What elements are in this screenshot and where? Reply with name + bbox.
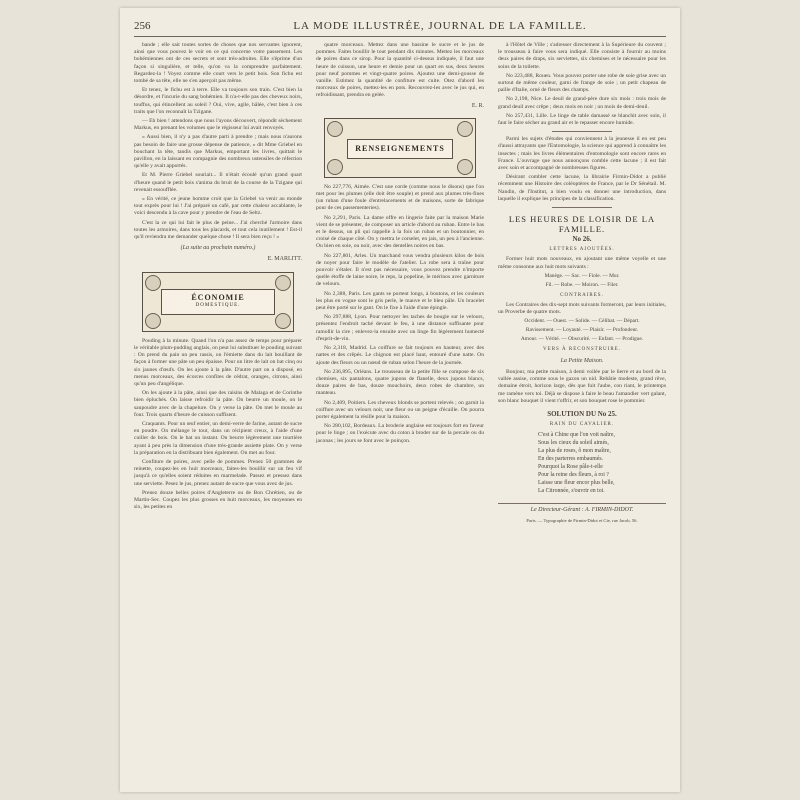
word-list: Manège. — Sac. — Fiole. — Mur.	[544, 272, 620, 279]
ornament-icon	[327, 121, 343, 137]
paragraph: Prenez douze belles poires d'Angleterre ou de Bon Chrétien, ou de Martin-Sec. Coupez les plus grosses en huit morceaux, les moyennes en six, les petites en	[134, 489, 302, 511]
ornament-icon	[457, 121, 473, 137]
paragraph: No 280,102, Bordeaux. La broderie anglaise est toujours fort en faveur pour le linge ; on l'exécute avec du coton à broder sur de la percale ou du jaconas ; les jours se font avec le poinçon.	[316, 423, 484, 444]
poem-line: C'est à Chine que l'on voit naître,	[538, 432, 615, 439]
poem-line: La Citronnée, s'ouvrir en toi.	[538, 488, 605, 495]
word-list: Ravissement. — Loyauté. — Plaisir. — Profondeur.	[525, 327, 639, 334]
paragraph: Les Contraires des dix-sept mots suivants formeront, par leurs initiales, un Proverbe de quatre mots.	[498, 302, 666, 316]
paragraph: à l'Hôtel de Ville ; s'adresser directement à la Supérieure du couvent ; le trousseau à faire vous sera indiqué. Elle consiste à fournir au moins deux paires de draps, six serviettes, six chemises et le nécessaire pour les soins de la toilette.	[498, 42, 666, 70]
paragraph: No 227,776, Aimée. C'est une corde (comme nous le disons) que l'on met pour les plumes (elle doit être souple) et prend aux plumes très-fines (un ruban d'une foule d'entrelacements et de maisons, sorte de fabrique pour de ces passementeries).	[316, 183, 484, 212]
printer-imprint: Paris. — Typographie de Firmin-Didot et Cie, rue Jacob, 56.	[526, 517, 638, 523]
ornament-icon	[145, 275, 161, 291]
director-credit: Le Directeur-Gérant : A. FIRMIN-DIDOT.	[498, 503, 666, 514]
paragraph: No 2,318, Madrid. La coiffure se fait toujours en hauteur, avec des nattes et des crêpés. Le chignon est placé haut, entouré d'une natte. On ajoute des fleurs ou un nœud de ruban selon l'heure de la journée.	[316, 345, 484, 366]
paragraph: No 2,291, Paris. La dame offre en lingerie faite par la maison Marie vient de se présenter, de composer un article d'abord au ruban. Entre le bas et le dessus, un pli qui rappelle à la fois un ruban et un boutonnier, en croisé de chaque côté. On y mettra le corselet, en jais, un peu à l'ancienne. Ou bien en soie, ou noir, avec des dentelles noires en bas.	[316, 214, 484, 250]
divider	[552, 207, 612, 208]
word-list: Fil. — Robe. — Moiron. — Filer.	[545, 281, 619, 288]
paragraph: Craquants. Pour un œuf entier, un demi-verre de farine, autant de sucre en poudre. On mélange le tout, dans un récipient creux, à l'aide d'une cuiller de bois. On le bat un instant. On beurre légèrement une tourtière ayant à peu près la dimension d'une très-grande assiette plate. On y verse la préparation en la distribuant bien également. On met au four.	[134, 420, 302, 456]
paragraph: No 2,388, Paris. Les gants se portent longs, à boutons, et les couleurs les plus en vogue sont le gris perle, le mauve et le bleu pâle. Un bracelet peut être porté sur le gant. On le fixe à l'aide d'une épingle.	[316, 290, 484, 312]
section-heading: CONTRAIRES.	[560, 292, 604, 298]
banner-plaque	[347, 139, 453, 159]
column-2	[316, 42, 484, 784]
paragraph: Et tenez, le fichu est à terre. Elle va toujours son train. C'est bien la désordre, et l'incurie du sang bohémien. Il n'a-t-elle pas des cheveux noirs, touffus, qui étincellent au soleil ? Oui, vive, agile, hâlée, c'est bien à ces traits que l'on reconnaît la Tzigane.	[134, 87, 302, 115]
paragraph: On les ajoute à la pâte, ainsi que des raisins de Malaga et de Corinthe bien épluchés. On laisse refroidir la pâte. On beurre un moule, on le saupoudre avec de la chapelure. On y verse la pâte. On met le moule au four. Trois quarts d'heure de cuisson suffisent.	[134, 390, 302, 418]
poem-line: Pour la reine des fleurs, à roi ?	[538, 472, 609, 479]
paragraph: No 257,431, Lille. Le linge de table damassé se blanchit avec soin, il faut le faire sécher au grand air et le repasser encore humide.	[498, 112, 666, 127]
banner-title: RENSEIGNEMENTS	[355, 144, 445, 154]
poem-line: Sous les cieux du soleil aimés,	[538, 440, 609, 447]
section-subtitle: La Petite Maison.	[560, 357, 604, 364]
divider	[552, 131, 612, 132]
paragraph: No 2,409, Poitiers. Les cheveux blonds se portent relevés ; on garnit la coiffure avec un velours noir, une fleur ou un peigne d'écaille. On pourra porter également la résille pour la maison.	[316, 399, 484, 420]
page-header	[134, 20, 666, 37]
heures-title: LES HEURES DE LOISIR DE LA FAMILLE.	[508, 214, 656, 235]
paragraph: C'est la ce qui lui fait le plus de peine... J'ai cherché l'armoire dans toutes les armoires, dans tous les placards, et tout cela inutilement ! Est-il qu'il reviendra me demander quelque chose ! Il sera bien reçu ! »	[134, 219, 302, 241]
paragraph: No 2,198, Nice. Le deuil de grand-père dure six mois : trois mois de grand deuil avec crêpe ; deux mois en noir ; un mois de demi-deuil.	[498, 96, 666, 110]
poem	[498, 431, 666, 495]
heures-number: No 26.	[572, 235, 592, 244]
paragraph: bande ; elle sait toutes sortes de choses que nos servantes ignorent, ainsi que vous pouvez le voir en ce qui concerne votre passement. Les bohémiennes ont de ces secrets et sont très-adroites. Elle s'éprime d'un façon si singulière, et telle, qu'on va la comprendre parfaitement. Regardez-la ! Voyez comme elle court vers le petit bois. Son fichu est tombé de sa tête, elle ne s'en aperçoit pas même.	[134, 42, 302, 85]
paragraph: Parmi les sujets d'études qui conviennent à la jeunesse il en est peu d'aussi attrayants que l'Entomologie, la science qui apprend à connaître les insectes ; mais les livres élémentaires d'entomologie sont encore rares en France. L'ouvrage que nous annonçons comble cette lacune ; il est fait avec soin et accompagné de nombreuses figures.	[498, 136, 666, 172]
ornament-icon	[145, 313, 161, 329]
poem-line: La plus de roses, ô mon maître,	[538, 448, 611, 455]
paragraph: Bonjour, ma petite maison, à demi voilée par le lierre et au bord de la vallée assise, comme sous le gazon un nid. Rebâtie modeste, grand rêve, domaine étroit, horizon large, dès que fuit l'aube, con riant, le printemps me ramène vers toi. Déjà se dispose à faire le beau l'amandier vert galant, son blanc bouquet il vient t'offrir, et son bouquet rose le pommier.	[498, 368, 666, 404]
paragraph: « En vérité, ce jeune homme croit que la Griebel va venir au monde tout exprès pour lui ! J'ai préparé un café, par cette chaleur accablante, le voici descendu à la cave pour y prendre de l'eau de Seltz.	[134, 196, 302, 217]
word-list: Occident. — Ouest. — Solide. — Célibat. — Départ.	[524, 318, 640, 325]
paragraph: « Aussi bien, il n'y a pas d'autre parti à prendre ; mais nous n'aurons pas besoin de faire une grosse dépense de patience, » dit Mme Griebel en bouchant la tête, tandis que Markus, emportant les livres, quittait le pavillon, en la laissant en compagnie des nombreux ustensiles de réfection qu'elle y avait apportés.	[134, 134, 302, 170]
ornament-icon	[275, 275, 291, 291]
paragraph: Former huit mots nouveaux, en ajoutant une même voyelle et une même consonne aux huit mots suivants :	[498, 256, 666, 270]
word-list: Amour. — Vérité. — Obscurité. — Enfant. — Prodigue.	[520, 336, 644, 343]
paragraph: quatre morceaux. Mettez dans une bassine le sucre et le jus de pommes. Faites bouillir le tout pendant dix minutes. Mettez les morceaux de poires dans ce sirop. Pour la quantité ci-dessus indiquée, il faut une heure de cuisson, une heure et demie pour un quart en sus, deux heures pour neuf pommes et vingt-quatre poires. Ajoutez une demi-gousse de vanille. Estimez la quantité de confiture est cuite. Otez d'abord les morceaux de poires, mettez-les en pots. Recouvrez-les avec le jus qui, en refroidissant, prendra en gelée.	[316, 42, 484, 99]
paragraph: No 297,888, Lyon. Pour nettoyer les taches de bougie sur le velours, présentez l'endroit taché devant le feu, à une distance suffisante pour ramollir la cire ; enlevez-la ensuite avec un linge fin légèrement humecté d'esprit-de-vin.	[316, 314, 484, 342]
column-3	[498, 42, 666, 784]
paragraph: No 227,801, Arles. Un marchand vous vendra plusieurs kilos de bois de noyer pour faire le modèle de l'atelier. La robe sera à traîne pour pouvoir s'étaler. Il n'est pas nécessaire, vous pouvez prendre n'importe quelle étoffe de laine noire, le reps, la popeline, le mérinos avec garniture de velours.	[316, 252, 484, 288]
paragraph: Pouding à la minute. Quand l'on n'a pas assez de temps pour préparer le véritable plum-pudding anglais, on peut lui substituer le pouding suivant : On prend du pain un peu rassis, on l'émiette dans du lait bouillant de façon à former une pâte un peu épaisse. Pour un litre de lait on bat cinq ou six jaunes d'œufs. On les ajoute à la pâte. D'autre part on a disposé, en menus morceaux, des écorces confites de cédrat, oranges, citrons, ainsi qu'un peu d'angélique.	[134, 337, 302, 387]
banner-plaque	[161, 289, 275, 315]
journal-title: LA MODE ILLUSTRÉE, JOURNAL DE LA FAMILLE.	[293, 20, 587, 32]
journal-page	[120, 8, 680, 792]
banner-subtitle: DOMESTIQUE.	[195, 302, 241, 308]
ornament-icon	[457, 159, 473, 175]
continued-note: (La suite au prochain numéro.)	[180, 245, 256, 252]
poem-line: Laisse une fleur encor plus belle,	[538, 480, 615, 487]
column-1	[134, 42, 302, 784]
poem-line: En des parterres embaumés.	[538, 456, 604, 463]
poem-line: Pourquoi la Rose pâle-t-elle	[538, 464, 603, 471]
recipe-signature: E. R.	[471, 102, 484, 109]
section-heading: VERS À RECONSTRUIRE.	[543, 347, 621, 353]
economie-banner	[142, 272, 294, 332]
page-number: 256	[134, 20, 151, 32]
banner-title: ÉCONOMIE	[191, 293, 245, 303]
paragraph: Désirant combler cette lacune, la librairie Firmin-Didot a publié récemment une Histoire des coléoptères de France, par le Dr Sénétail. M. Nandin, de l'Institut, a bien voulu en donner une introduction, dans laquelle il explique les principes de la classification.	[498, 174, 666, 202]
author-signature: E. MARLITT.	[267, 256, 302, 263]
section-heading: RAIN DU CAVALIER.	[549, 422, 615, 428]
paragraph: No 236,895, Orléans. Le trousseau de la petite fille se compose de six chemises, six pantalons, quatre jupons de flanelle, deux jupons blancs, douze paires de bas, douze mouchoirs, deux robes de chambre, un manteau.	[316, 368, 484, 397]
paragraph: No 223,488, Rouen. Vous pouvez porter une robe de soie grise avec un surtout de même couleur, garni de frange de soie ; un petit chapeau de paille d'Italie, orné de fleurs des champs.	[498, 72, 666, 94]
ornament-icon	[327, 159, 343, 175]
paragraph: Et M. Pierre Griebel souriait... Il n'était écoulé qu'un grand quart d'heure quand le petit bois s'anima du bruit de la course de la Tzigane qui revenait essoufflée.	[134, 172, 302, 193]
ornament-icon	[275, 313, 291, 329]
section-heading: LETTRES AJOUTÉES.	[549, 247, 615, 253]
solution-title: SOLUTION DU No 25.	[547, 409, 617, 418]
paragraph: — Eh bien ! attendons que nous l'ayons découvert, répondit sèchement Markus, en prenant les volumes que le régisseur lui avait renvoyés.	[134, 118, 302, 132]
renseignements-banner	[324, 118, 476, 178]
paragraph: Confiture de poires, avec pelle de pommes. Prenez 50 grammes de reinette, coupez-les en huit morceaux, faites-les bouillir sur un feu vif jusqu'à ce qu'elles soient réduites en marmelade. Passez et pressez dans une serviette. Pesez le jus, prenez autant de sucre que vous avez de jus.	[134, 458, 302, 487]
